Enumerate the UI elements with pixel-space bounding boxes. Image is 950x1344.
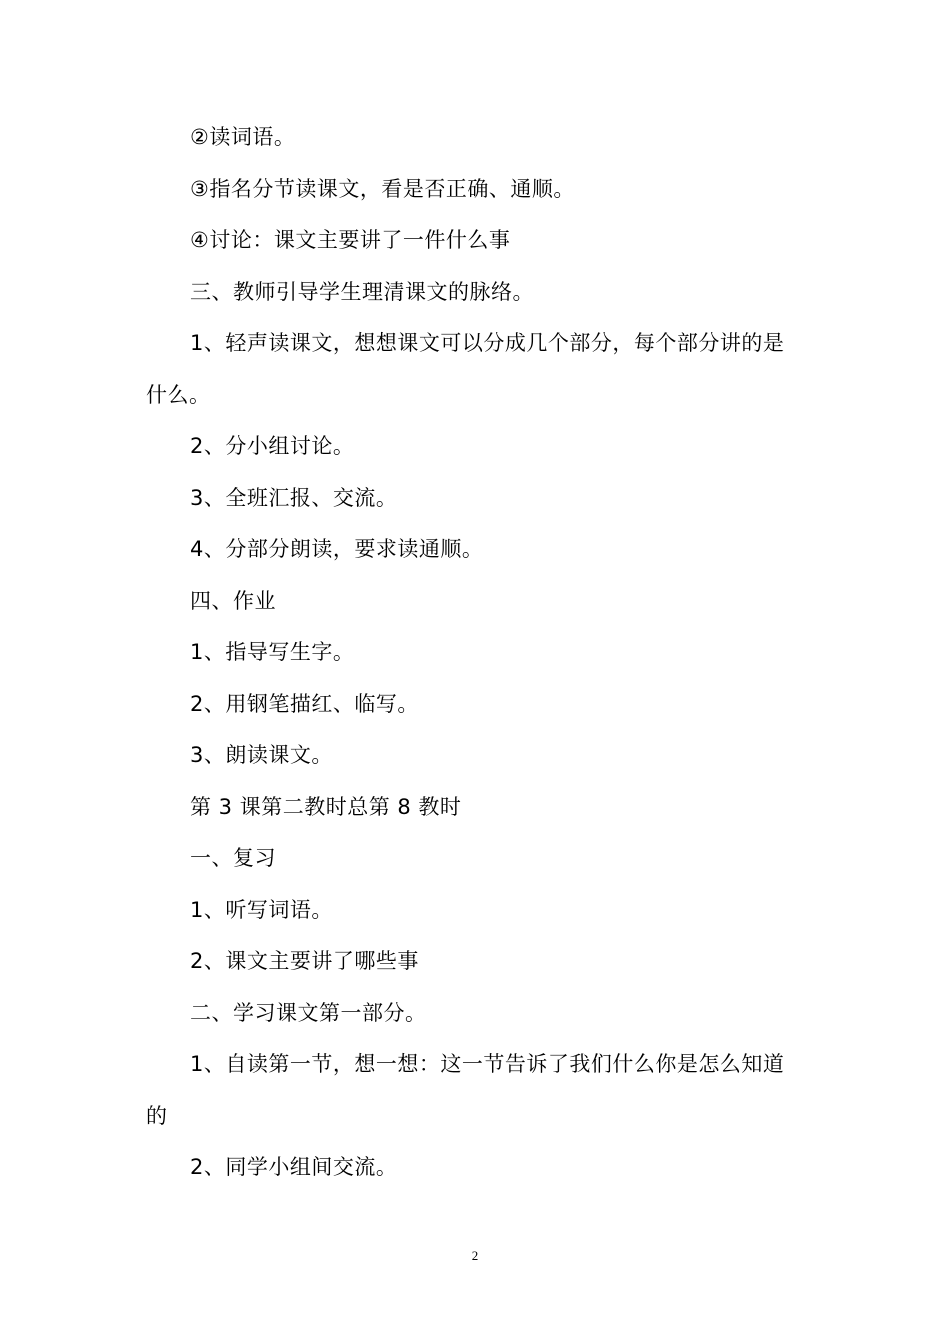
text-line: 1、轻声读课文，想想课文可以分成几个部分，每个部分讲的是 — [190, 331, 785, 355]
text-line: 3、朗读课文。 — [190, 743, 333, 767]
section-heading: 一、复习 — [190, 846, 276, 870]
section-heading: 二、学习课文第一部分。 — [190, 1001, 427, 1025]
text-line: ③指名分节读课文，看是否正确、通顺。 — [190, 177, 575, 201]
text-line: 2、用钢笔描红、临写。 — [190, 692, 419, 716]
text-line: ④讨论：课文主要讲了一件什么事 — [190, 228, 511, 252]
text-line-continuation: 什么。 — [146, 383, 211, 407]
text-line: 1、自读第一节，想一想：这一节告诉了我们什么你是怎么知道 — [190, 1052, 785, 1076]
text-line: 2、分小组讨论。 — [190, 434, 355, 458]
section-heading: 三、教师引导学生理清课文的脉络。 — [190, 280, 534, 304]
section-heading: 四、作业 — [190, 589, 276, 613]
text-line-continuation: 的 — [146, 1104, 168, 1128]
text-line: 2、同学小组间交流。 — [190, 1155, 398, 1179]
page-number: 2 — [471, 1248, 479, 1263]
lesson-heading: 第 3 课第二教时总第 8 教时 — [190, 795, 462, 819]
text-line: 1、听写词语。 — [190, 898, 333, 922]
text-line: 2、课文主要讲了哪些事 — [190, 949, 419, 973]
text-line: 4、分部分朗读，要求读通顺。 — [190, 537, 484, 561]
text-line: 3、全班汇报、交流。 — [190, 486, 398, 510]
text-line: ②读词语。 — [190, 125, 296, 149]
text-line: 1、指导写生字。 — [190, 640, 355, 664]
